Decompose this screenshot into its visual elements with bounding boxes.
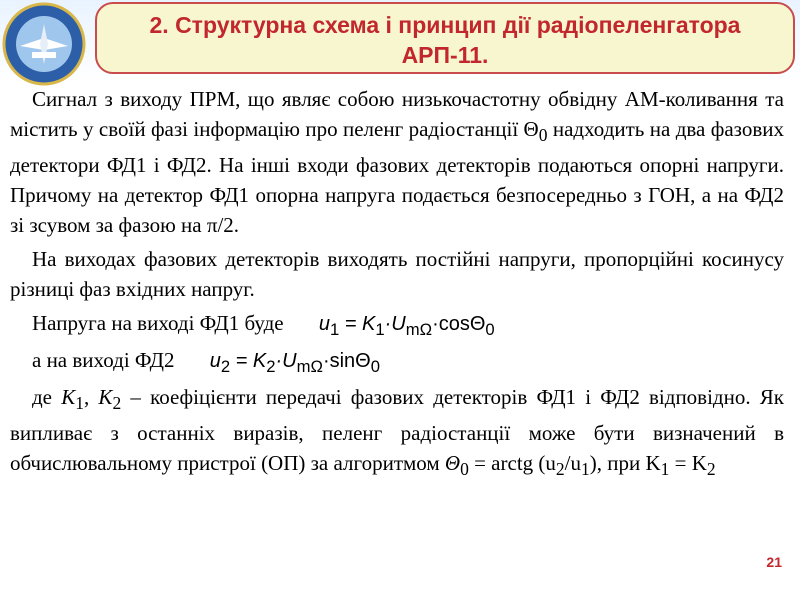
title-line-1: 2. Структурна схема і принцип дії радіопеленгатора [149, 12, 741, 38]
formula-u2: $u_2 = K_2\cdot U_{m\Omega}\cdot\sin\Theta_0$ [209, 350, 381, 377]
paragraph-5: де $K_1$, $K_2$ – коефіцієнти передачі фазових детекторів ФД1 і ФД2 відповідно. Як випливає з останніх виразів, пеленг радіостанції може бути визначений в обчислювальному пристрої (ОП) за алгоритмом $\Theta_0$ = arctg $(u_2/u_1)$, при $K_1 = K_2$ [10, 385, 785, 480]
paragraph-1: Сигнал з виходу ПРМ, що являє собою низькочастотну обвідну АМ-коливання та містить у своїй фазі інформацію про пеленг радіостанції $\Theta_0$ надходить на два фазових детектори ФД1 і ФД2. На інші входи фазових детекторів подаються опорні напруги. Причому на детектор ФД1 опорна напруга подається безпосередньо з ГОН, а на ФД2 зі зсувом за фазою на π/2. [10, 87, 784, 238]
slide-title [95, 2, 795, 74]
title-line-2: АРП-11. [401, 42, 489, 68]
slide-body [10, 84, 784, 485]
paragraph-2: На виходах фазових детекторів виходять постійні напруги, пропорційні косинусу різниці фаз вхідних напруг. [10, 247, 784, 302]
paragraph-3: Напруга на виході ФД1 буде $u_1 = K_1\cdot U_{m\Omega}\cdot\cos\Theta_0$ [10, 308, 784, 345]
university-logo [2, 2, 86, 86]
page-number: 21 [766, 554, 782, 570]
formula-u1: $u_1 = K_1\cdot U_{m\Omega}\cdot\cos\Theta_0$ [318, 313, 495, 340]
paragraph-4: а на виході ФД2 $u_2 = K_2\cdot U_{m\Omega}\cdot\sin\Theta_0$ [10, 345, 784, 382]
